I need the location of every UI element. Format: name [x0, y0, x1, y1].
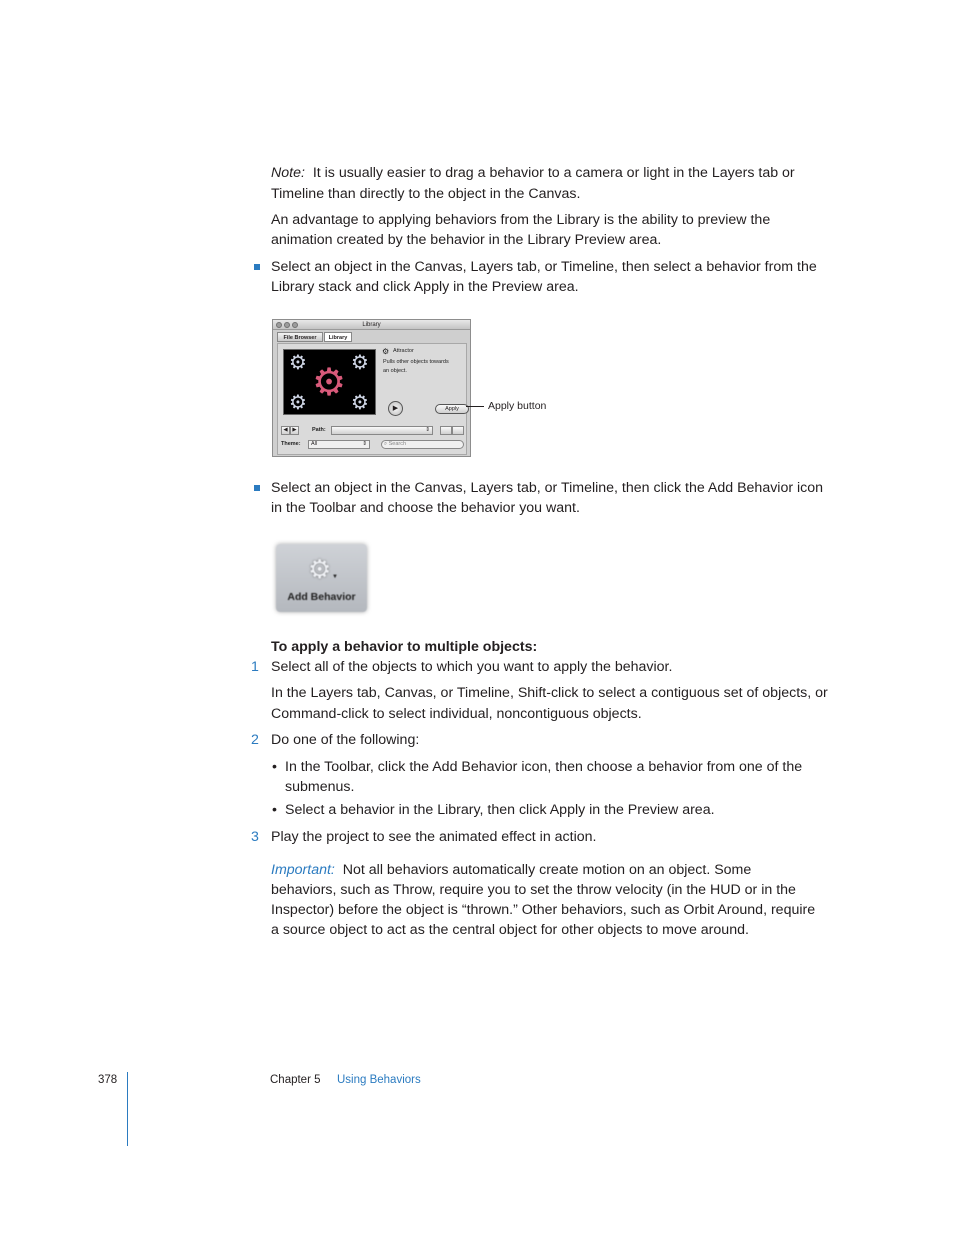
- important-line-3: Inspector) before the object is “thrown.” Other behaviors, such as Orbit Around, require: [271, 902, 816, 918]
- search-icon: ⌕: [384, 441, 388, 447]
- bullet-dot: •: [272, 759, 277, 775]
- behavior-description-line-1: Pulls other objects towards: [383, 359, 449, 365]
- important-label: Important:: [271, 862, 335, 878]
- step1-text: Select all of the objects to which you want to apply the behavior.: [271, 659, 673, 675]
- bullet2-line-2: in the Toolbar and choose the behavior you want.: [271, 500, 580, 516]
- add-behavior-button[interactable]: [276, 544, 367, 612]
- step1-detail-line-1: In the Layers tab, Canvas, or Timeline, Shift-click to select a contiguous set of objects, or: [271, 685, 828, 701]
- bullet-marker: [254, 485, 260, 491]
- theme-label: Theme:: [281, 441, 301, 447]
- important-line-4: a source object to act as the central object for other objects to move around.: [271, 922, 749, 938]
- back-button[interactable]: ◀: [281, 426, 290, 435]
- tab-library[interactable]: Library: [324, 332, 352, 342]
- callout-line: [466, 406, 484, 407]
- important-paragraph: [271, 860, 751, 880]
- path-label: Path:: [312, 427, 326, 433]
- bullet1-line-2: Library stack and click Apply in the Preview area.: [271, 279, 579, 295]
- icon-view-button[interactable]: [452, 426, 464, 435]
- advantage-line-2: animation created by the behavior in the Library Preview area.: [271, 232, 662, 248]
- step-number: 1: [251, 659, 259, 675]
- footer-chapter-title: Using Behaviors: [337, 1074, 421, 1086]
- tab-file-browser[interactable]: File Browser: [277, 332, 323, 342]
- library-titlebar: [273, 320, 470, 330]
- step3-text: Play the project to see the animated effect in action.: [271, 829, 597, 845]
- forward-button[interactable]: ▶: [290, 426, 299, 435]
- gear-icon: ⚙: [351, 352, 369, 374]
- behavior-name: Attractor: [393, 348, 414, 354]
- sub2-text: Select a behavior in the Library, then click Apply in the Preview area.: [285, 802, 715, 818]
- theme-popup[interactable]: [308, 440, 370, 449]
- bullet-dot: •: [272, 802, 277, 818]
- caret-down-icon: ▼: [332, 574, 338, 580]
- gear-icon: ⚙: [312, 362, 347, 404]
- library-window: [272, 319, 471, 457]
- apply-button[interactable]: Apply: [435, 404, 469, 414]
- sub1-line-1: In the Toolbar, click the Add Behavior icon, then choose a behavior from one of the: [285, 759, 803, 775]
- gear-icon: ⚙: [289, 392, 307, 414]
- search-field[interactable]: [381, 440, 464, 449]
- bullet2-line-1: Select an object in the Canvas, Layers tab, or Timeline, then click the Add Behavior icon: [271, 480, 824, 496]
- gear-icon: ⚙: [351, 392, 369, 414]
- behavior-description-line-2: an object.: [383, 368, 407, 374]
- library-window-title: Library: [362, 322, 381, 328]
- updown-icon: ⇕: [362, 441, 367, 447]
- footer-chapter: Chapter 5: [270, 1074, 321, 1086]
- behavior-preview-area: [283, 349, 376, 415]
- play-button[interactable]: ▶: [388, 401, 403, 416]
- note-paragraph: [271, 163, 795, 183]
- procedure-heading: To apply a behavior to multiple objects:: [271, 639, 538, 655]
- step-number: 3: [251, 829, 259, 845]
- bullet-marker: [254, 264, 260, 270]
- step2-text: Do one of the following:: [271, 732, 420, 748]
- add-behavior-label: Add Behavior: [287, 591, 356, 603]
- step-number: 2: [251, 732, 259, 748]
- page-number: 378: [98, 1074, 118, 1086]
- bullet1-line-1: Select an object in the Canvas, Layers tab, or Timeline, then select a behavior from the: [271, 259, 817, 275]
- list-view-button[interactable]: [440, 426, 452, 435]
- search-placeholder: Search: [388, 441, 407, 447]
- library-preview-panel: [277, 343, 467, 455]
- note-line-2: Timeline than directly to the object in the Canvas.: [271, 186, 581, 202]
- gear-icon: ⚙: [308, 554, 332, 584]
- sub1-line-2: submenus.: [285, 779, 355, 795]
- note-line-1: It is usually easier to drag a behavior to a camera or light in the Layers tab or: [312, 165, 795, 181]
- step1-detail-line-2: Command-click to select individual, noncontiguous objects.: [271, 706, 642, 722]
- gear-icon: ⚙: [289, 352, 307, 374]
- important-line-2: behaviors, such as Throw, require you to set the throw velocity (in the HUD or in the: [271, 882, 796, 898]
- theme-value: All: [311, 441, 318, 447]
- footer-rule: [127, 1072, 128, 1146]
- behavior-icon: ⚙: [382, 347, 390, 356]
- important-line-1: Not all behaviors automatically create motion on an object. Some: [342, 862, 752, 878]
- path-popup[interactable]: ⇕: [331, 426, 433, 435]
- apply-button-callout: Apply button: [488, 400, 547, 412]
- advantage-line-1: An advantage to applying behaviors from the Library is the ability to preview the: [271, 212, 771, 228]
- note-label: Note:: [271, 165, 305, 181]
